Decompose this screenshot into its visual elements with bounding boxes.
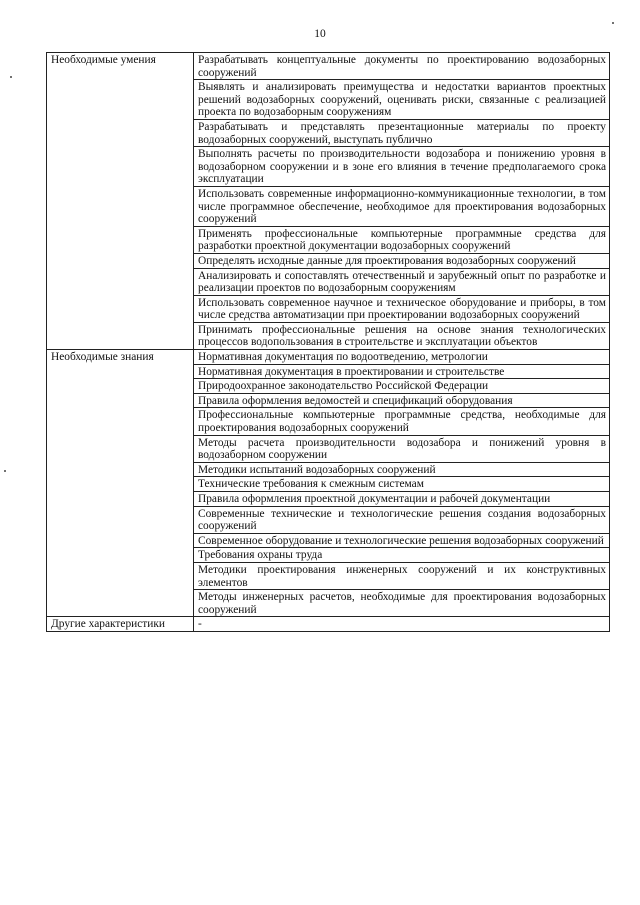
page-number: 10: [314, 28, 326, 40]
table-row: [47, 53, 610, 80]
section-item: Разрабатывать концептуальные документы по проектированию водозаборных сооружений: [194, 53, 610, 80]
section-item: Требования охраны труда: [194, 548, 610, 563]
section-item: -: [194, 617, 610, 632]
section-label: Другие характеристики: [47, 617, 194, 632]
section-item: Анализировать и сопоставлять отечественный и зарубежный опыт по разработке и реализации проектов по водозаборным сооружениям: [194, 268, 610, 295]
section-item: Современные технические и технологические решения создания водозаборных сооружений: [194, 506, 610, 533]
scan-speck: [10, 76, 12, 78]
section-item: Выполнять расчеты по производительности водозабора и понижению уровня в водозаборном сооружении и в зоне его влияния в течение предполагаемого срока эксплуатации: [194, 147, 610, 187]
section-item: Природоохранное законодательство Российской Федерации: [194, 379, 610, 394]
section-item: Использовать современное научное и техническое оборудование и приборы, в том числе средства автоматизации при проектировании водозаборных сооружений: [194, 295, 610, 322]
section-label: Необходимые знания: [47, 350, 194, 617]
competency-table: [46, 52, 610, 632]
section-item: Методики проектирования инженерных сооружений и их конструктивных элементов: [194, 562, 610, 589]
table-row: [47, 350, 610, 365]
section-item: Нормативная документация по водоотведению, метрологии: [194, 350, 610, 365]
section-item: Правила оформления проектной документации и рабочей документации: [194, 492, 610, 507]
scan-speck: [612, 22, 614, 24]
section-item: Современное оборудование и технологические решения водозаборных сооружений: [194, 533, 610, 548]
section-item: Методы инженерных расчетов, необходимые для проектирования водозаборных сооружений: [194, 590, 610, 617]
section-item: Применять профессиональные компьютерные программные средства для разработки проектной документации водозаборных сооружений: [194, 226, 610, 253]
section-item: Методы расчета производительности водозабора и понижений уровня в водозаборном сооружении: [194, 435, 610, 462]
section-item: Профессиональные компьютерные программные средства, необходимые для проектирования водозаборных сооружений: [194, 408, 610, 435]
section-item: Разрабатывать и представлять презентационные материалы по проекту водозаборных сооружений, выступать публично: [194, 119, 610, 146]
section-item: Технические требования к смежным системам: [194, 477, 610, 492]
table-row: [47, 617, 610, 632]
section-item: Выявлять и анализировать преимущества и недостатки вариантов проектных решений водозаборных сооружений, оценивать риски, связанные с реализацией проекта по водозаборным сооружениям: [194, 80, 610, 120]
section-item: Методики испытаний водозаборных сооружений: [194, 462, 610, 477]
section-label: Необходимые умения: [47, 53, 194, 350]
section-item: Правила оформления ведомостей и спецификаций оборудования: [194, 393, 610, 408]
section-item: Нормативная документация в проектировании и строительстве: [194, 364, 610, 379]
section-item: Определять исходные данные для проектирования водозаборных сооружений: [194, 253, 610, 268]
section-item: Принимать профессиональные решения на основе знания технологических процессов водопользования в строительстве и эксплуатации объектов: [194, 322, 610, 349]
section-item: Использовать современные информационно-коммуникационные технологии, в том числе программное обеспечение, необходимое для проектирования водозаборных сооружений: [194, 186, 610, 226]
scan-speck: [4, 470, 6, 472]
